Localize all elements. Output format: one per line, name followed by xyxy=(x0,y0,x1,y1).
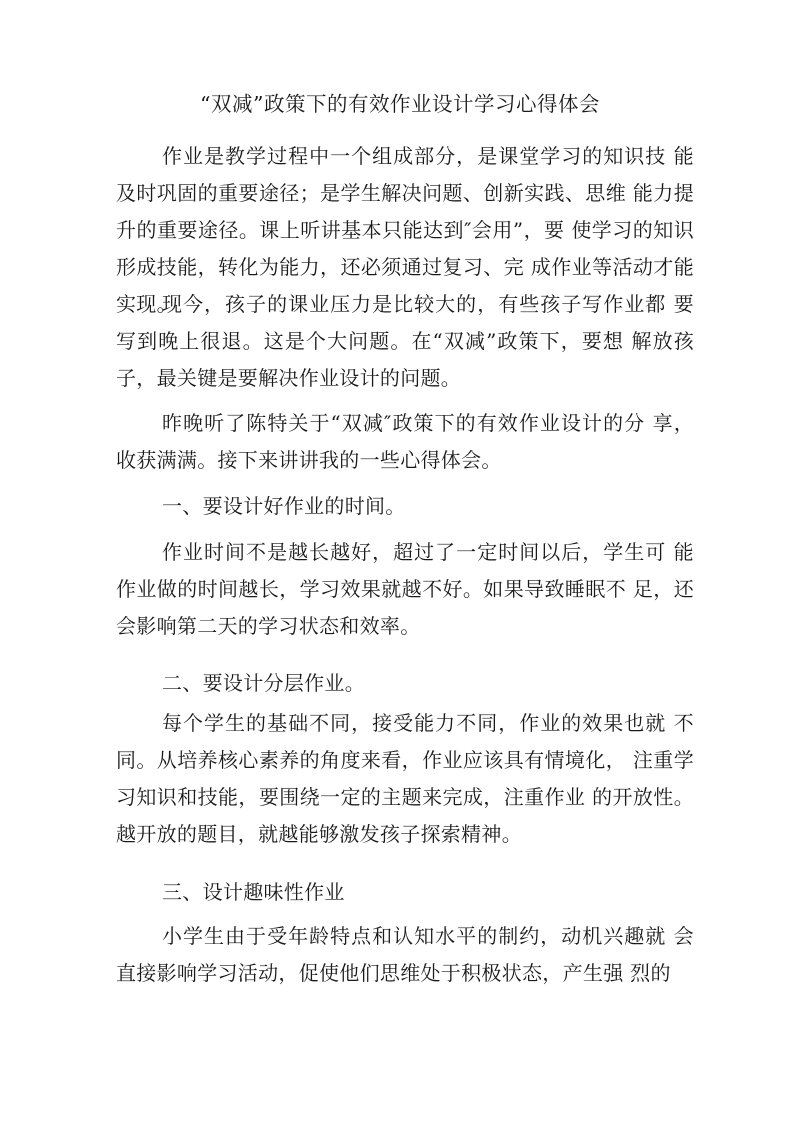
section-heading-3: 三、设计趣味性作业 xyxy=(162,880,345,904)
section-text-1: 作业时间不是越长越好，超过了一定时间以后，学生可 能作业做的时间越长，学习效果就越不好。如果导致睡眠不 足，还会影响第二天的学习状态和效率。 xyxy=(116,540,694,638)
paragraph-intro: 作业是教学过程中一个组成部分，是课堂学习的知识技 能及时巩固的重要途径；是学生解决问题、创新实践、思维 能力提升的重要途径。课上听讲基本只能达到″会用”，要 使学习的知识形成技能，转化为能力，还必须通过复习、完 成作业等活动才能实现。 xyxy=(116,144,694,316)
section-text-3: 小学生由于受年龄特点和认知水平的制约，动机兴趣就 会直接影响学习活动，促使他们思维处于积极状态，产生强 烈的 xyxy=(116,924,694,985)
section-text-2: 每个学生的基础不同，接受能力不同，作业的效果也就 不同。从培养核心素养的角度来看，作业应该具有情境化， 注重学习知识和技能，要围绕一定的主题来完成，注重作业 的开放性。越开放的题目，就越能够激发孩子探索精神。 xyxy=(116,711,694,846)
paragraph-current-situation: 现今，孩子的课业压力是比较大的，有些孩子写作业都 要写到晚上很退。这是个大问题。在“双减”政策下，要想 解放孩子，最关键是要解决作业设计的问题。 xyxy=(116,292,694,390)
section-heading-1: 一、要设计好作业的时间。 xyxy=(162,494,406,518)
document-title: “双减”政策下的有效作业设计学习心得体会 xyxy=(200,92,600,116)
paragraph-lecture: 昨晚听了陈特关于“双减″政策下的有效作业设计的分 享，收获满满。接下来讲讲我的一些心得体会。 xyxy=(116,411,694,472)
section-heading-2: 二、要设计分层作业。 xyxy=(162,671,365,695)
